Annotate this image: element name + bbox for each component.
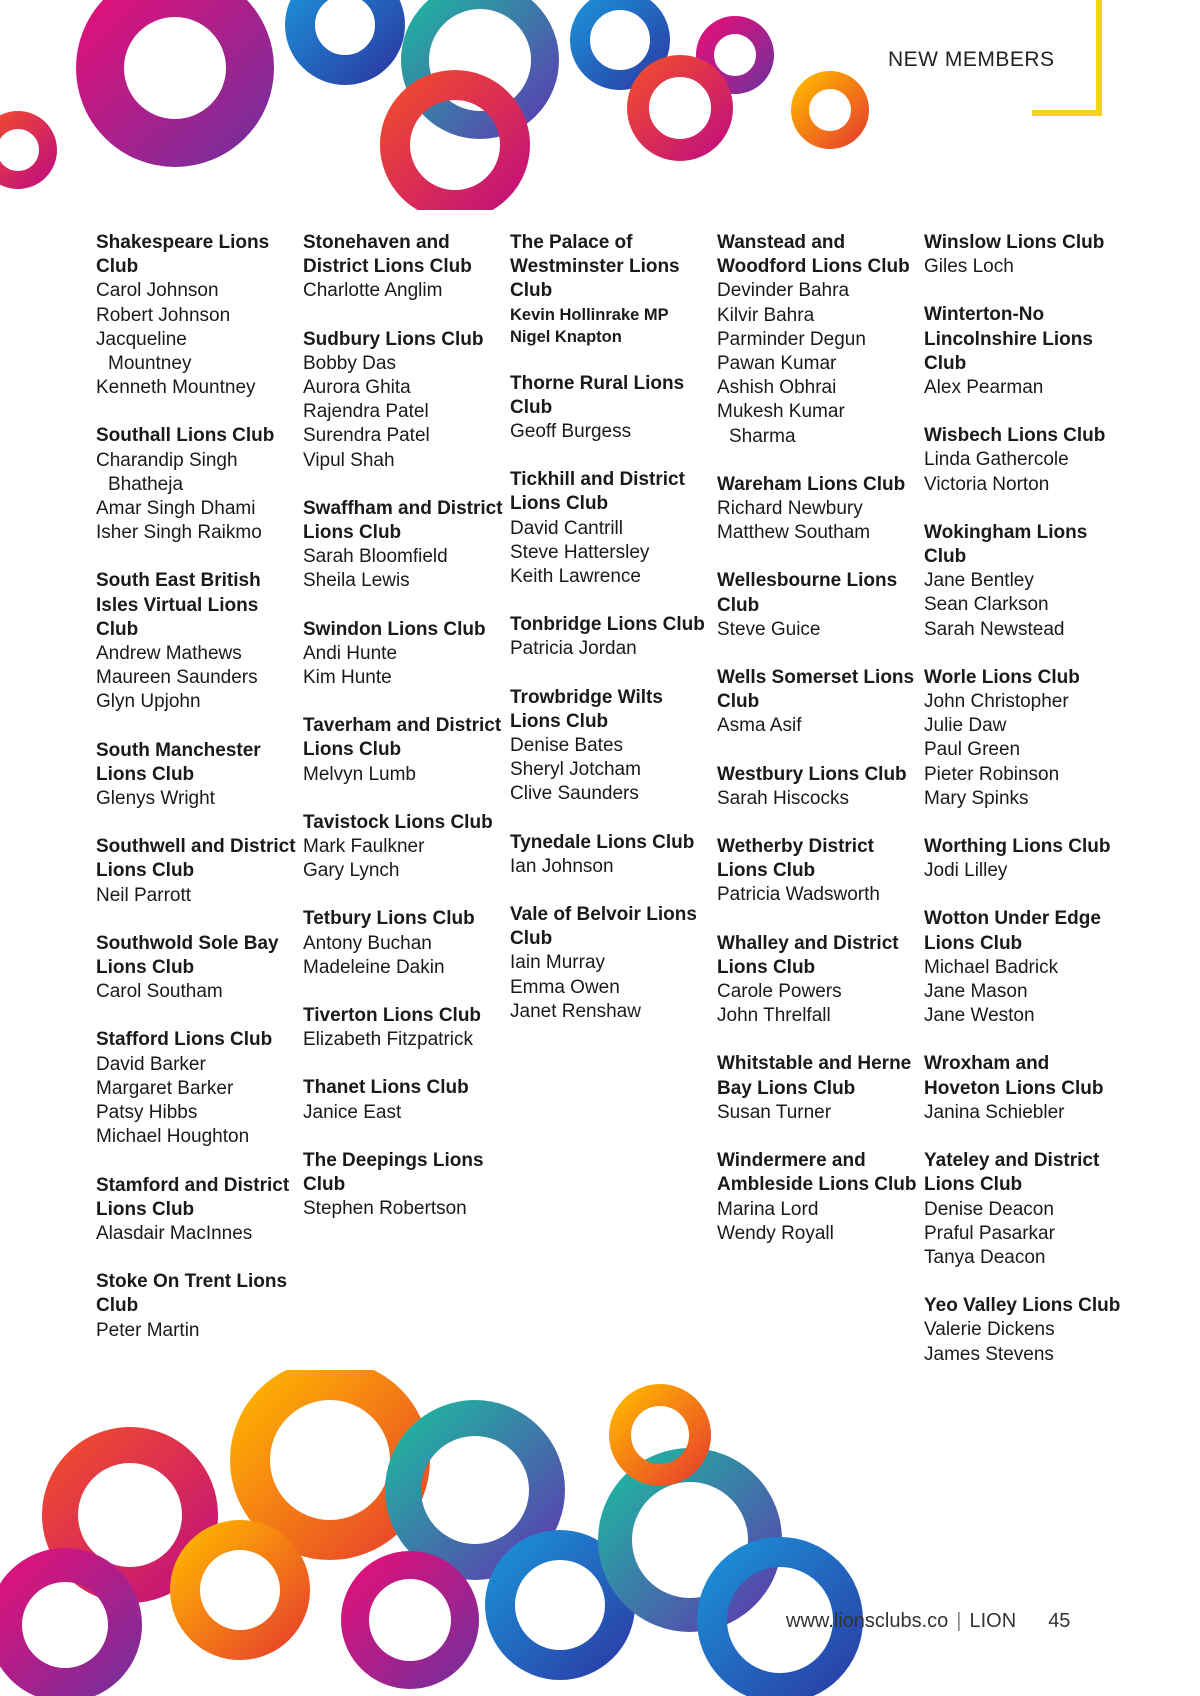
club-entry	[717, 473, 919, 546]
club-name: Wetherby District Lions Club	[717, 836, 874, 882]
club-name: Wells Somerset Lions Club	[717, 667, 915, 713]
club-entry	[96, 1174, 298, 1247]
member-name: Mark Faulkner	[303, 836, 425, 858]
club-entry	[717, 835, 919, 908]
member-name: Rajendra Patel	[303, 401, 429, 423]
member-name: John Christopher	[924, 691, 1069, 713]
member-name: Margaret Barker	[96, 1077, 234, 1099]
club-entry	[717, 1052, 919, 1125]
club-name: South Manchester Lions Club	[96, 739, 261, 785]
club-name: Southall Lions Club	[96, 425, 275, 447]
members-columns	[96, 231, 1141, 1491]
member-name: Nigel Knapton	[510, 327, 622, 346]
member-name: Peter Martin	[96, 1319, 200, 1341]
club-name: Winslow Lions Club	[924, 232, 1105, 253]
member-name: Mukesh Kumar	[717, 401, 845, 423]
ring-icon	[185, 1535, 295, 1645]
member-name: Marina Lord	[717, 1198, 819, 1220]
club-name: Yateley and District Lions Club	[924, 1150, 1100, 1196]
club-name: Wokingham Lions Club	[924, 521, 1088, 568]
club-name: Southwell and District Lions Club	[96, 836, 296, 882]
member-name: Janina Schiebler	[924, 1101, 1065, 1123]
member-name: James Stevens	[924, 1343, 1054, 1365]
club-entry	[924, 1294, 1126, 1367]
footer-magazine: LION	[969, 1610, 1017, 1632]
club-name: The Palace of Westminster Lions Club	[510, 232, 680, 302]
club-entry	[303, 1076, 505, 1124]
member-name: Jane Weston	[924, 1005, 1035, 1027]
club-name: Windermere and Ambleside Lions Club	[717, 1150, 917, 1196]
member-name: Janice East	[303, 1101, 402, 1123]
club-name: Wellesbourne Lions Club	[717, 570, 898, 616]
column-4	[717, 231, 919, 1270]
club-name: Sudbury Lions Club	[303, 328, 484, 350]
club-name: Thanet Lions Club	[303, 1077, 469, 1099]
club-entry	[510, 372, 712, 445]
member-name: Linda Gathercole	[924, 449, 1069, 471]
member-name: Sarah Hiscocks	[717, 787, 849, 809]
member-name: Elizabeth Fitzpatrick	[303, 1029, 474, 1051]
member-name: Praful Pasarkar	[924, 1222, 1055, 1244]
member-name: Patricia Wadsworth	[717, 884, 880, 906]
club-entry	[303, 328, 505, 473]
member-name: Giles Loch	[924, 256, 1014, 278]
member-name: Sheryl Jotcham	[510, 759, 641, 781]
member-name: Julie Daw	[924, 715, 1007, 737]
member-name: Carol Southam	[96, 981, 223, 1003]
member-name: Melvyn Lumb	[303, 763, 416, 785]
member-name: Parminder Degun	[717, 328, 866, 350]
ring-icon	[800, 80, 860, 140]
club-name: Swaffham and District Lions Club	[303, 497, 503, 544]
club-entry	[924, 1149, 1126, 1270]
club-entry	[924, 835, 1126, 883]
club-entry	[303, 1004, 505, 1052]
member-name: Valerie Dickens	[924, 1319, 1055, 1341]
club-entry	[303, 811, 505, 884]
club-entry	[510, 686, 712, 807]
member-name: Keith Lawrence	[510, 566, 641, 588]
member-name: Denise Bates	[510, 735, 624, 757]
club-name: South East British Isles Virtual Lions Club	[96, 570, 261, 640]
member-name: Victoria Norton	[924, 473, 1050, 495]
ring-icon	[0, 120, 48, 180]
club-name: Wanstead and Woodford Lions Club	[717, 232, 910, 278]
ring-icon	[300, 0, 390, 70]
club-name: Wisbech Lions Club	[924, 425, 1106, 447]
ring-icon	[638, 66, 722, 150]
member-name: Madeleine Dakin	[303, 956, 445, 978]
club-name: Tynedale Lions Club	[510, 831, 695, 853]
member-name: Kilvir Bahra	[717, 304, 815, 326]
member-name: Sarah Bloomfield	[303, 546, 448, 568]
member-name: Patsy Hibbs	[96, 1102, 198, 1124]
club-entry	[924, 666, 1126, 811]
member-name: Ian Johnson	[510, 855, 614, 877]
member-name: Clive Saunders	[510, 783, 639, 805]
club-entry	[717, 666, 919, 739]
club-entry	[303, 714, 505, 787]
footer-separator: |	[956, 1610, 962, 1632]
club-name: Stonehaven and District Lions Club	[303, 232, 472, 278]
member-name: Iain Murray	[510, 952, 606, 974]
member-name: Kim Hunte	[303, 667, 392, 689]
member-name: Emma Owen	[510, 976, 620, 998]
member-name: Glenys Wright	[96, 788, 215, 810]
club-entry	[924, 424, 1126, 497]
column-2	[303, 231, 505, 1246]
club-name: Whalley and District Lions Club	[717, 932, 899, 978]
club-name: Taverham and District Lions Club	[303, 715, 502, 761]
club-entry	[303, 231, 505, 304]
club-entry	[510, 831, 712, 879]
member-name: Maureen Saunders	[96, 667, 258, 689]
member-name: Charlotte Anglim	[303, 280, 443, 302]
member-name: Patricia Jordan	[510, 638, 637, 660]
club-name: Tickhill and District Lions Club	[510, 469, 685, 515]
member-name: Pieter Robinson	[924, 763, 1060, 785]
member-name: Sarah Newstead	[924, 618, 1065, 640]
club-name: Vale of Belvoir Lions Club	[510, 904, 697, 950]
corner-accent-horizontal	[1032, 110, 1102, 116]
member-name: Surendra Patel	[303, 425, 430, 447]
club-name: Swindon Lions Club	[303, 618, 486, 640]
club-name: Westbury Lions Club	[717, 763, 907, 785]
club-entry	[924, 907, 1126, 1028]
club-entry	[303, 497, 505, 594]
member-name: Bhatheja	[108, 473, 184, 495]
club-entry	[96, 739, 298, 812]
member-name: Antony Buchan	[303, 932, 432, 954]
member-name: Jacqueline	[96, 328, 187, 350]
member-name: Stephen Robertson	[303, 1198, 467, 1220]
club-name: Winterton-No Lincolnshire Lions Club	[924, 304, 1093, 374]
club-entry	[303, 618, 505, 691]
club-name: Tonbridge Lions Club	[510, 614, 705, 636]
member-name: Alasdair MacInnes	[96, 1222, 253, 1244]
club-name: Trowbridge Wilts Lions Club	[510, 686, 663, 732]
member-name: Steve Hattersley	[510, 541, 650, 563]
club-name: Worthing Lions Club	[924, 836, 1111, 858]
club-name: Tiverton Lions Club	[303, 1005, 482, 1027]
club-name: Stoke On Trent Lions Club	[96, 1271, 288, 1317]
member-name: Isher Singh Raikmo	[96, 522, 262, 544]
member-name: Paul Green	[924, 739, 1021, 761]
member-name: Mountney	[108, 353, 192, 375]
club-entry	[96, 424, 298, 545]
club-entry	[717, 1149, 919, 1246]
club-name: Stamford and District Lions Club	[96, 1174, 290, 1220]
member-name: Matthew Southam	[717, 522, 871, 544]
club-entry	[96, 1270, 298, 1343]
member-name: Amar Singh Dhami	[96, 498, 256, 520]
club-name: The Deepings Lions Club	[303, 1149, 484, 1196]
column-3	[510, 231, 712, 1048]
member-name: Sheila Lewis	[303, 570, 410, 592]
club-name: Worle Lions Club	[924, 666, 1080, 688]
member-name: Susan Turner	[717, 1101, 832, 1123]
club-name: Southwold Sole Bay Lions Club	[96, 932, 279, 979]
member-name: David Barker	[96, 1053, 206, 1075]
club-name: Wroxham and Hoveton Lions Club	[924, 1053, 1104, 1099]
club-name: Yeo Valley Lions Club	[924, 1295, 1121, 1317]
club-name: Tetbury Lions Club	[303, 908, 475, 930]
club-entry	[96, 835, 298, 908]
member-name: Bobby Das	[303, 352, 396, 374]
ring-icon	[100, 0, 250, 143]
member-name: Robert Johnson	[96, 304, 231, 326]
member-name: Michael Houghton	[96, 1126, 250, 1148]
club-entry	[924, 231, 1126, 279]
member-name: Jane Mason	[924, 981, 1028, 1003]
member-name: Mary Spinks	[924, 787, 1029, 809]
member-name: Steve Guice	[717, 618, 821, 640]
club-name: Shakespeare Lions Club	[96, 232, 270, 278]
member-name: Pawan Kumar	[717, 353, 837, 375]
footer-url[interactable]: www.lionsclubs.co	[786, 1610, 949, 1632]
member-name: Jodi Lilley	[924, 860, 1008, 882]
member-name: Jane Bentley	[924, 570, 1034, 592]
club-name: Whitstable and Herne Bay Lions Club	[717, 1053, 912, 1099]
club-entry	[96, 569, 298, 714]
member-name: Andrew Mathews	[96, 643, 242, 665]
member-name: John Threlfall	[717, 1005, 831, 1027]
member-name: Carole Powers	[717, 981, 842, 1003]
club-entry	[96, 1028, 298, 1149]
member-name: Neil Parrott	[96, 884, 192, 906]
member-name: Aurora Ghita	[303, 377, 411, 399]
club-entry	[96, 932, 298, 1005]
member-name: Tanya Deacon	[924, 1246, 1046, 1268]
section-label: NEW MEMBERS	[888, 48, 1055, 71]
club-entry	[924, 1052, 1126, 1125]
member-name: Glyn Upjohn	[96, 691, 201, 713]
ring-icon	[395, 85, 515, 205]
club-entry	[96, 231, 298, 400]
member-name: Janet Renshaw	[510, 1000, 641, 1022]
club-entry	[717, 231, 919, 449]
club-entry	[303, 1149, 505, 1222]
club-entry	[303, 907, 505, 980]
club-entry	[924, 521, 1126, 642]
member-name: Wendy Royall	[717, 1222, 834, 1244]
member-name: Carol Johnson	[96, 280, 219, 302]
member-name: Michael Badrick	[924, 956, 1059, 978]
club-entry	[510, 613, 712, 661]
club-entry	[717, 932, 919, 1029]
club-entry	[510, 231, 712, 348]
club-entry	[510, 903, 712, 1024]
club-entry	[924, 303, 1126, 400]
member-name: Andi Hunte	[303, 642, 398, 664]
ring-icon	[355, 1565, 465, 1675]
member-name: Devinder Bahra	[717, 280, 850, 302]
member-name: Charandip Singh	[96, 449, 238, 471]
club-name: Wareham Lions Club	[717, 473, 906, 495]
member-name: Sean Clarkson	[924, 594, 1049, 616]
column-1	[96, 231, 298, 1367]
member-name: Ashish Obhrai	[717, 377, 837, 399]
member-name: Kevin Hollinrake MP	[510, 305, 669, 324]
page-footer	[786, 1610, 1070, 1633]
member-name: Richard Newbury	[717, 498, 863, 520]
club-name: Stafford Lions Club	[96, 1029, 273, 1051]
member-name: Kenneth Mountney	[96, 377, 256, 399]
column-5	[924, 231, 1126, 1391]
ring-icon	[5, 1565, 125, 1685]
club-name: Tavistock Lions Club	[303, 811, 493, 833]
club-entry	[717, 763, 919, 811]
corner-accent-vertical	[1096, 0, 1102, 116]
member-name: Asma Asif	[717, 715, 802, 737]
member-name: Alex Pearman	[924, 377, 1044, 399]
club-entry	[510, 468, 712, 589]
member-name: Geoff Burgess	[510, 421, 632, 443]
member-name: David Cantrill	[510, 517, 623, 539]
member-name: Gary Lynch	[303, 860, 400, 882]
club-name: Wotton Under Edge Lions Club	[924, 908, 1101, 954]
member-name: Sharma	[729, 425, 796, 447]
club-entry	[717, 569, 919, 642]
member-name: Vipul Shah	[303, 449, 395, 471]
decorative-rings-top	[0, 0, 1200, 210]
club-name: Thorne Rural Lions Club	[510, 372, 685, 418]
member-name: Denise Deacon	[924, 1198, 1054, 1220]
page-number: 45	[1048, 1610, 1071, 1632]
